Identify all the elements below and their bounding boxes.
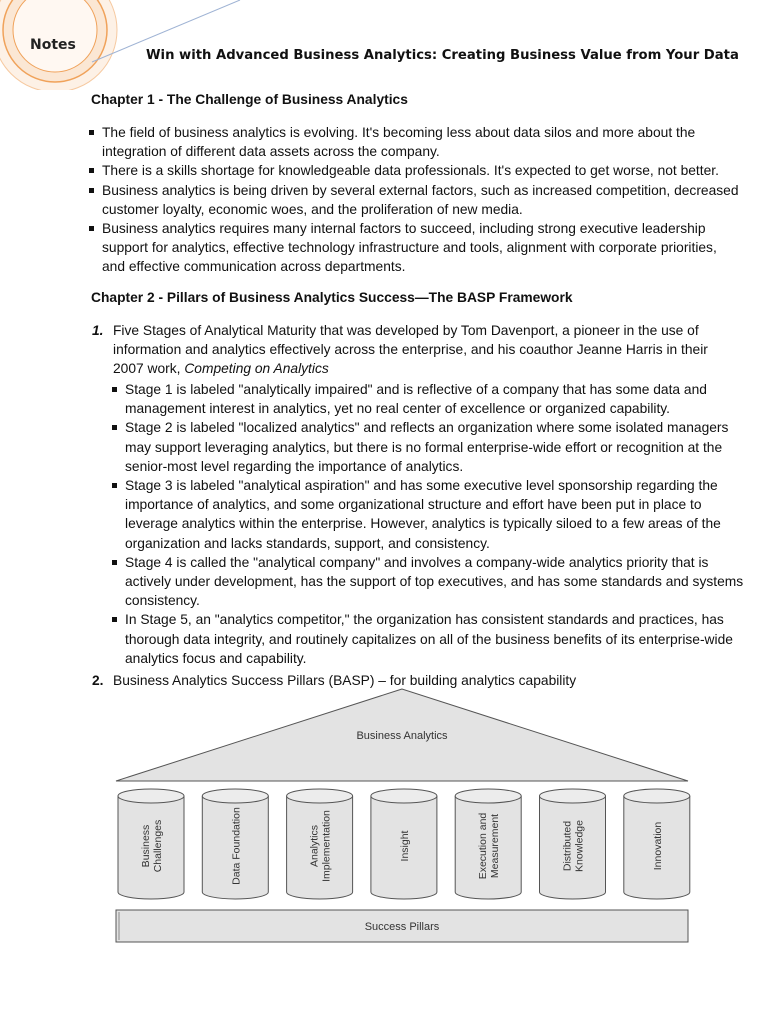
pillar [455,789,521,899]
stage-text: Stage 2 is labeled "localized analytics" and reflects an organization where some isolated managers may support leveraging analytics, but there is no formal enterprise-wide effort or recognition at the senior-most level regarding the importance of analytics. [125,420,729,474]
bullet-text: Business analytics is being driven by several external factors, such as increased competition, decreased customer loyalty, economic woes, and the proliferation of new media. [102,182,739,217]
stage-text: Stage 1 is labeled "analytically impaired" and is reflective of a company that has some data and management interest in analytics, yet no real center of excellence or organized capability. [125,382,707,417]
stage-text: Stage 4 is called the "analytical company" and involves a company-wide analytics priority that is actively under development, has the support of top executives, and has some standards and systems consistency. [125,554,744,609]
pillar-label: Innovation [651,821,664,871]
pillar-label: Insight [398,830,411,862]
bullet-text: The field of business analytics is evolving. It's becoming less about data silos and more about the integration of different data assets across the company. [102,125,696,160]
item-text: Business Analytics Success Pillars (BASP) – for building analytics capability [113,673,577,688]
notes-label: Notes [30,37,76,53]
stage-text: Stage 3 is labeled "analytical aspiration" and has some executive level sponsorship regarding the importance of analytics, and some organizational structure and effort have been put in place to leverage analytics within the enterprise. However, analytics is typically siloed to a few areas of the organization and lacks standards, support, and consistency. [125,478,721,551]
pillar [118,789,184,899]
work-title: Competing on Analytics [184,361,329,377]
pillar-label: Implementation [320,810,333,882]
pillar-label: Data Foundation [230,807,243,885]
pillar-label: Distributed [561,820,574,872]
pillar-cap [624,789,690,803]
stage-text: In Stage 5, an "analytics competitor," the organization has consistent standards and practices, has thorough data integrity, and routinely capitalizes on all of the business benefits of its enterprise-wide analytics focus and capability. [125,612,733,666]
bullet-text: There is a skills shortage for knowledgeable data professionals. It's expected to get worse, not better. [102,163,719,179]
item-number: 1. [92,323,104,338]
base-label: Success Pillars [364,921,440,933]
document-title: Win with Advanced Business Analytics: Creating Business Value from Your Data [146,48,739,63]
pillar-label: Analytics [308,824,321,868]
pillar [202,789,268,899]
chapter-1-heading: Chapter 1 - The Challenge of Business Analytics [91,92,408,107]
pillar-cap [540,789,606,803]
pillar-cap [287,789,353,803]
pillar-cap [118,789,184,803]
item-number: 2. [92,673,104,688]
roof-label: Business Analytics [356,730,448,742]
pillar-label: Knowledge [573,820,586,872]
pillar [287,789,353,899]
pillar-label: Challenges [152,819,164,873]
pillar [624,789,690,899]
pillar-group [118,789,690,899]
chapter-2-heading: Chapter 2 - Pillars of Business Analytics Success—The BASP Framework [91,290,573,305]
pillar-cap [455,789,521,803]
pillar-label: Execution and [477,812,490,880]
pillar-label: Business [140,824,152,868]
bullet-text: Business analytics requires many internal factors to succeed, including strong executive leadership support for analytics, effective technology infrastructure and tools, alignment with corporate priorities, and effective communication across departments. [102,221,717,275]
pillar [371,789,437,899]
pillar-label: Measurement [489,813,502,879]
item-text: Five Stages of Analytical Maturity that was developed by Tom Davenport, a pioneer in the use of information and analytics effectively across the enterprise, and his coauthor Jeanne Harris in their 2007 work, [113,323,708,377]
pillar-cap [202,789,268,803]
pillar-cap [371,789,437,803]
pillar [540,789,606,899]
